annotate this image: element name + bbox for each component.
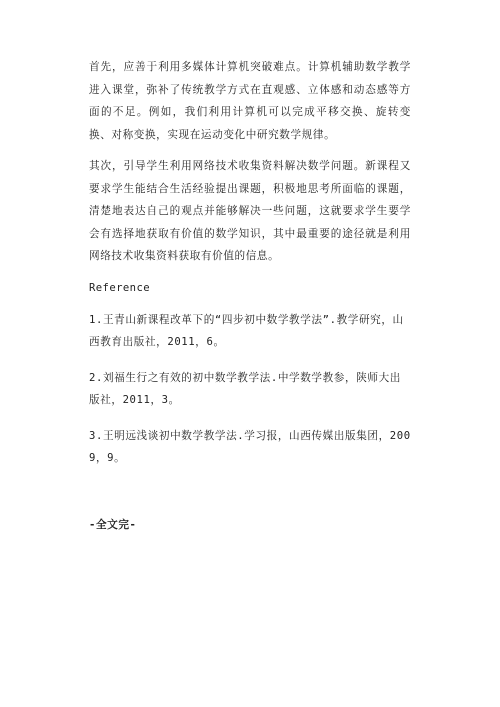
body-paragraph-1: 首先，应善于利用多媒体计算机突破难点。计算机辅助数学教学进入课堂，弥补了传统教学方式在直观感、立体感和动态感等方面的不足。例如，我们利用计算机可以完成平移交换、旋转变换、对称变换，实现在运动变化中研究数学规律。 [89, 61, 411, 141]
reference-item-1: 1.王青山新课程改革下的“四步初中数学教学法”.教学研究，山西教育出版社，2011，6。 [89, 313, 404, 348]
reference-item-3: 3.王明远浅谈初中数学教学法.学习报，山西传媒出版集团，2009，9。 [89, 429, 411, 464]
document-content [89, 56, 411, 535]
end-of-document-mark: -全文完- [89, 518, 137, 531]
body-paragraph-2: 其次，引导学生利用网络技术收集资料解决数学问题。新课程又要求学生能结合生活经验提出课题，积极地思考所面临的课题，清楚地表达自己的观点并能够解决一些问题，这就要求学生要学会有选择地获取有价值的数学知识，其中最重要的途径就是利用网络技术收集资料获取有价值的信息。 [89, 160, 411, 262]
reference-item-2: 2.刘福生行之有效的初中数学教学法.中学数学教参，陕师大出版社，2011，3。 [89, 371, 401, 406]
reference-heading: Reference [89, 281, 151, 294]
